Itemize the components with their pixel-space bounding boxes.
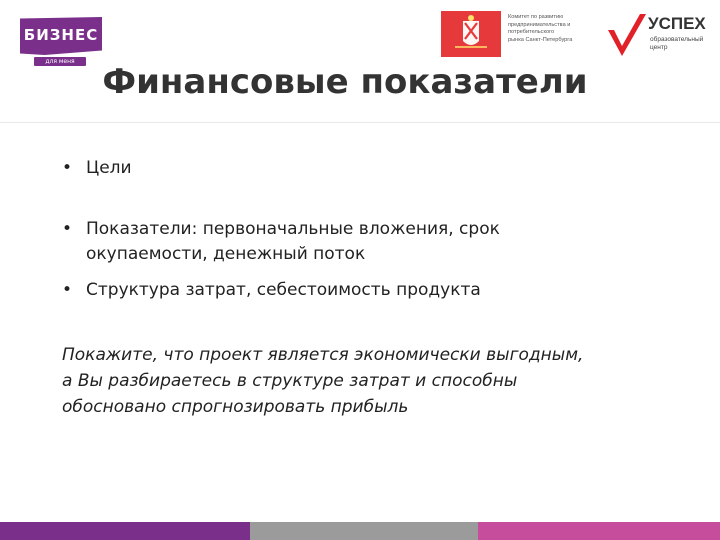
call-to-action-text: Покажите, что проект является экономически выгодным, а Вы разбираетесь в структуре затрат и способны обосновано спрогнозировать прибыль — [62, 345, 584, 417]
bullet-text: Цели — [86, 158, 132, 178]
footer-segment-gray — [250, 522, 478, 540]
bullet-text: Показатели: первоначальные вложения, срок окупаемости, денежный поток — [86, 219, 500, 264]
coat-of-arms-icon — [441, 11, 501, 57]
bullet-item — [62, 278, 582, 303]
biznes-logo-tagline: для меня — [34, 57, 86, 66]
title-divider — [0, 122, 720, 123]
footer-color-bar — [0, 522, 720, 540]
bullet-item — [62, 156, 582, 181]
bullet-marker: • — [62, 158, 73, 178]
footer-segment-purple — [0, 522, 250, 540]
uspeh-logo-name: УСПЕХ — [648, 14, 706, 33]
bullet-marker: • — [62, 280, 73, 300]
biznes-logo-word: БИЗНЕС — [23, 26, 99, 44]
uspeh-logo — [606, 12, 706, 62]
uspeh-logo-subtitle: образовательный центр — [650, 36, 704, 51]
footer-segment-pink — [478, 522, 720, 540]
bullet-text: Структура затрат, себестоимость продукта — [86, 280, 481, 300]
slide-title: Финансовые показатели — [102, 62, 588, 102]
committee-name: Комитет по развитию предпринимательства и потребительского рынка Санкт-Петербурга — [508, 14, 573, 43]
bullet-item — [62, 217, 582, 267]
committee-emblem-icon — [441, 11, 501, 57]
bullet-marker: • — [62, 219, 73, 239]
